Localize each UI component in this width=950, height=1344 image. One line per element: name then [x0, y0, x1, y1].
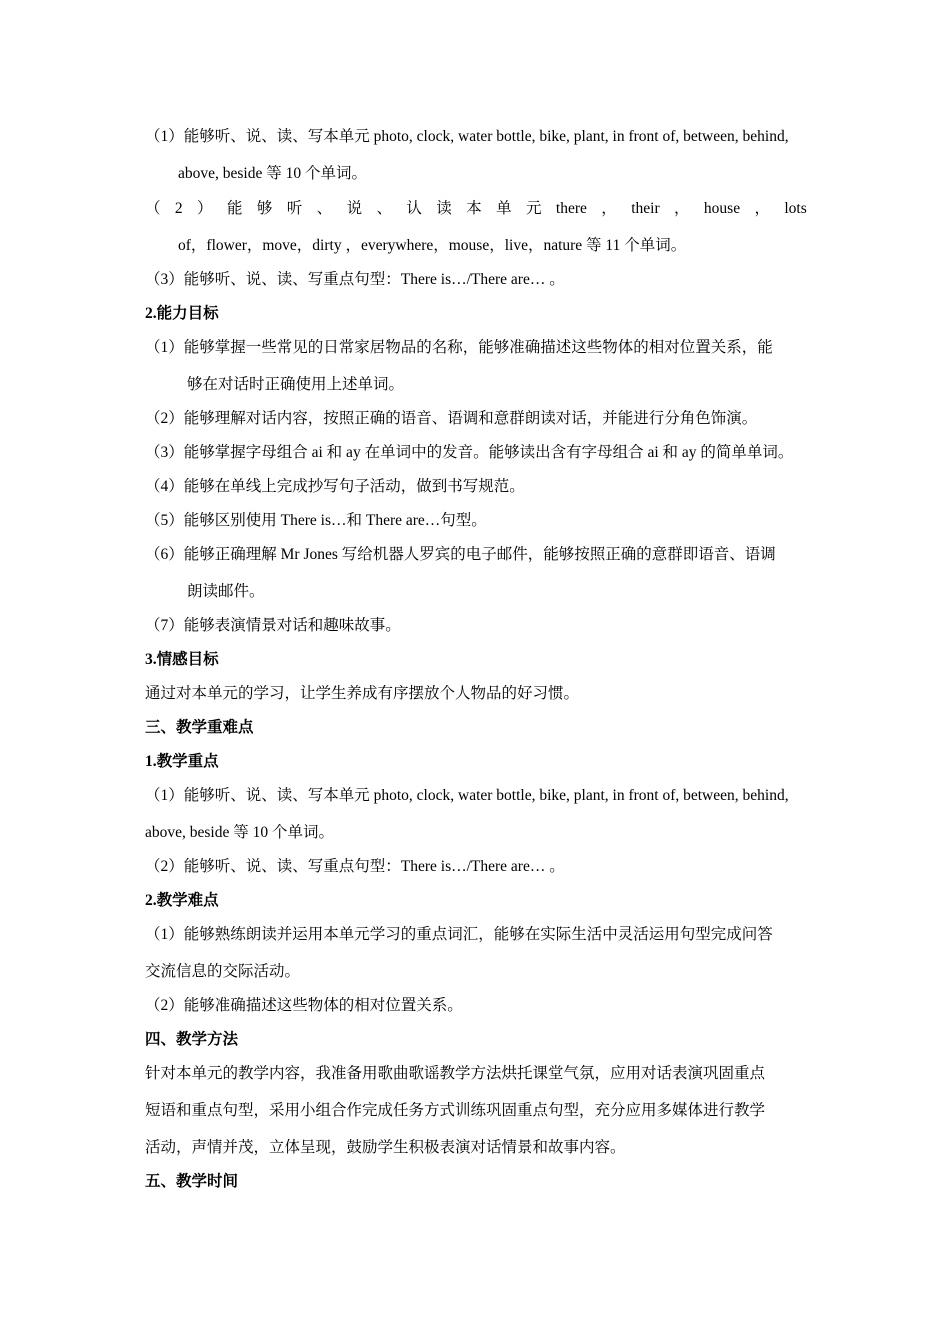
focus-item-1-cont: above, beside 等 10 个单词。 — [145, 824, 334, 841]
emotion-heading: 3.情感目标 — [145, 651, 219, 668]
ability-item-4: （4）能够在单线上完成抄写句子活动，做到书写规范。 — [145, 478, 525, 495]
difficult-heading: 2.教学难点 — [145, 892, 219, 909]
difficult-item-1: （1）能够熟练朗读并运用本单元学习的重点词汇，能够在实际生活中灵活运用句型完成问答 — [145, 926, 773, 943]
focus-item-1: （1）能够听、说、读、写本单元 photo, clock, water bottle, bike, plant, in front of, between, behind, — [145, 787, 789, 804]
ability-item-5: （5）能够区别使用 There is…和 There are…句型。 — [145, 512, 487, 529]
knowledge-item-1-cont: above, beside 等 10 个单词。 — [178, 165, 367, 182]
difficult-item-2: （2）能够准确描述这些物体的相对位置关系。 — [145, 997, 463, 1014]
emotion-text: 通过对本单元的学习，让学生养成有序摆放个人物品的好习惯。 — [145, 685, 580, 702]
knowledge-item-1: （1）能够听、说、读、写本单元 photo, clock, water bottle, bike, plant, in front of, between, behind, — [145, 128, 789, 145]
ability-item-3: （3）能够掌握字母组合 ai 和 ay 在单词中的发音。能够读出含有字母组合 ai 和 ay 的简单单词。 — [145, 444, 794, 461]
knowledge-item-3: （3）能够听、说、读、写重点句型：There is…/There are… 。 — [145, 271, 565, 288]
section-3-heading: 三、教学重难点 — [145, 719, 254, 736]
method-line-1: 针对本单元的教学内容，我准备用歌曲歌谣教学方法烘托课堂气氛，应用对话表演巩固重点 — [145, 1065, 766, 1082]
ability-item-6: （6）能够正确理解 Mr Jones 写给机器人罗宾的电子邮件，能够按照正确的意群即语音、语调 — [145, 546, 776, 563]
knowledge-item-2: （ 2 ） 能 够 听 、 说 、 认 读 本 单 元 there ， their ， house ， lots — [145, 200, 807, 217]
ability-item-7: （7）能够表演情景对话和趣味故事。 — [145, 617, 401, 634]
section-4-heading: 四、教学方法 — [145, 1031, 239, 1048]
ability-item-6-cont: 朗读邮件。 — [187, 583, 265, 600]
ability-item-2: （2）能够理解对话内容，按照正确的语音、语调和意群朗读对话，并能进行分角色饰演。 — [145, 410, 758, 427]
ability-item-1-cont: 够在对话时正确使用上述单词。 — [187, 376, 405, 393]
method-line-3: 活动，声情并茂，立体呈现，鼓励学生积极表演对话情景和故事内容。 — [145, 1139, 626, 1156]
method-line-2: 短语和重点句型，采用小组合作完成任务方式训练巩固重点句型，充分应用多媒体进行教学 — [145, 1102, 766, 1119]
focus-item-2: （2）能够听、说、读、写重点句型：There is…/There are… 。 — [145, 858, 565, 875]
knowledge-item-2-cont: of，flower，move，dirty ，everywhere，mouse，live，nature 等 11 个单词。 — [178, 237, 687, 254]
difficult-item-1-cont: 交流信息的交际活动。 — [145, 963, 301, 980]
focus-heading: 1.教学重点 — [145, 753, 219, 770]
ability-item-1: （1）能够掌握一些常见的日常家居物品的名称，能够准确描述这些物体的相对位置关系，能 — [145, 339, 773, 356]
section-5-heading: 五、教学时间 — [145, 1173, 239, 1190]
ability-heading: 2.能力目标 — [145, 305, 219, 322]
